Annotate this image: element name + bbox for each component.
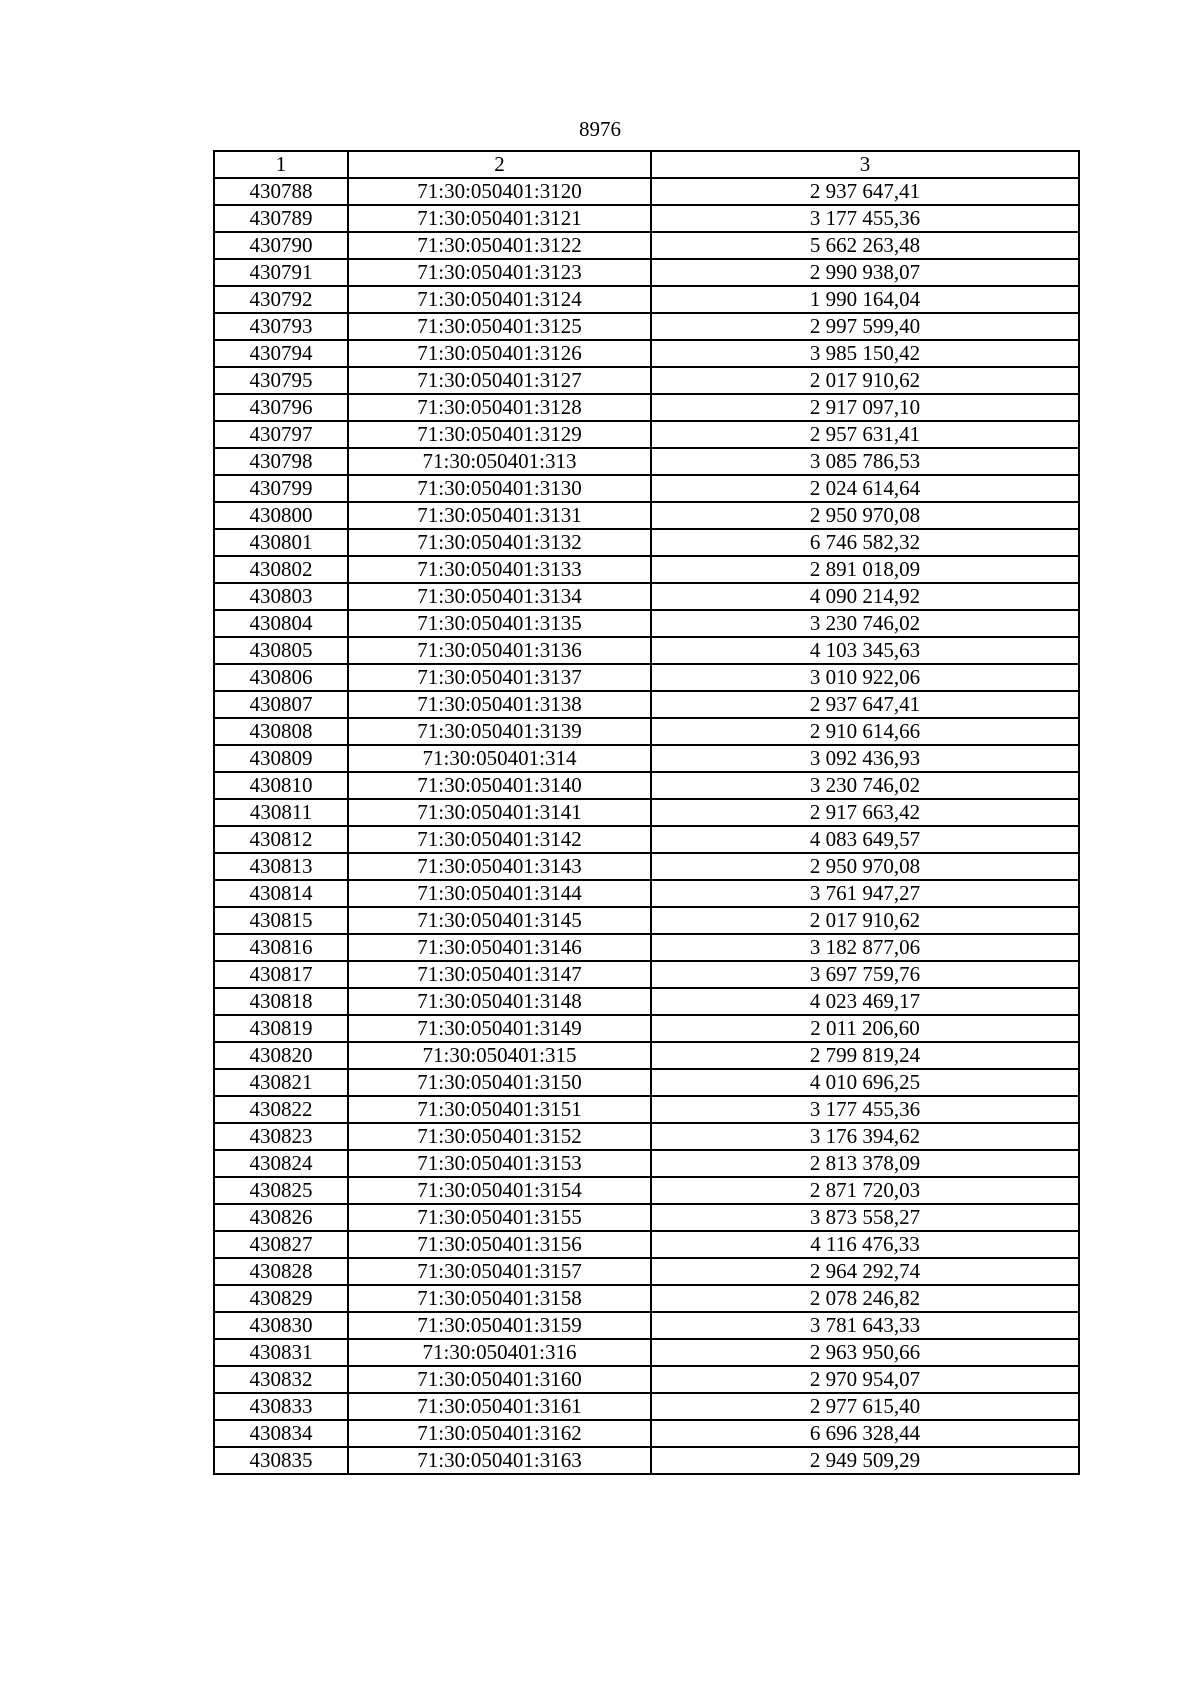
cadastral-value-cell: 2 871 720,03 (651, 1177, 1079, 1204)
cadastral-value-cell: 2 990 938,07 (651, 259, 1079, 286)
row-number-cell: 430810 (214, 772, 348, 799)
row-number-cell: 430817 (214, 961, 348, 988)
table-row (214, 1393, 1079, 1420)
row-number-cell: 430832 (214, 1366, 348, 1393)
table-row (214, 691, 1079, 718)
cadastral-value-cell: 2 078 246,82 (651, 1285, 1079, 1312)
table-header-row (214, 151, 1079, 178)
row-number-cell: 430831 (214, 1339, 348, 1366)
cadastral-value-cell: 2 950 970,08 (651, 853, 1079, 880)
table-row (214, 934, 1079, 961)
cadastral-number-cell: 71:30:050401:3157 (348, 1258, 651, 1285)
row-number-cell: 430813 (214, 853, 348, 880)
row-number-cell: 430792 (214, 286, 348, 313)
row-number-cell: 430799 (214, 475, 348, 502)
cadastral-number-cell: 71:30:050401:3129 (348, 421, 651, 448)
row-number-cell: 430794 (214, 340, 348, 367)
row-number-cell: 430802 (214, 556, 348, 583)
row-number-cell: 430828 (214, 1258, 348, 1285)
cadastral-number-cell: 71:30:050401:3128 (348, 394, 651, 421)
cadastral-value-cell: 3 085 786,53 (651, 448, 1079, 475)
table-row (214, 1285, 1079, 1312)
row-number-cell: 430788 (214, 178, 348, 205)
cadastral-value-cell: 4 090 214,92 (651, 583, 1079, 610)
cadastral-number-cell: 71:30:050401:3155 (348, 1204, 651, 1231)
cadastral-number-cell: 71:30:050401:3156 (348, 1231, 651, 1258)
row-number-cell: 430822 (214, 1096, 348, 1123)
cadastral-number-cell: 71:30:050401:3147 (348, 961, 651, 988)
cadastral-value-cell: 3 177 455,36 (651, 205, 1079, 232)
row-number-cell: 430818 (214, 988, 348, 1015)
cadastral-value-cell: 2 813 378,09 (651, 1150, 1079, 1177)
table-row (214, 1258, 1079, 1285)
cadastral-value-cell: 2 964 292,74 (651, 1258, 1079, 1285)
table-row (214, 286, 1079, 313)
table-row (214, 853, 1079, 880)
cadastral-value-cell: 2 917 663,42 (651, 799, 1079, 826)
cadastral-value-cell: 4 116 476,33 (651, 1231, 1079, 1258)
cadastral-number-cell: 71:30:050401:3131 (348, 502, 651, 529)
row-number-cell: 430811 (214, 799, 348, 826)
cadastral-number-cell: 71:30:050401:3125 (348, 313, 651, 340)
cadastral-value-cell: 2 963 950,66 (651, 1339, 1079, 1366)
cadastral-value-cell: 2 910 614,66 (651, 718, 1079, 745)
cadastral-number-cell: 71:30:050401:3144 (348, 880, 651, 907)
row-number-cell: 430824 (214, 1150, 348, 1177)
cadastral-number-cell: 71:30:050401:3123 (348, 259, 651, 286)
cadastral-value-cell: 3 176 394,62 (651, 1123, 1079, 1150)
cadastral-value-cell: 2 917 097,10 (651, 394, 1079, 421)
cadastral-value-cell: 3 230 746,02 (651, 610, 1079, 637)
cadastral-value-cell: 4 023 469,17 (651, 988, 1079, 1015)
cadastral-value-cell: 6 696 328,44 (651, 1420, 1079, 1447)
cadastral-number-cell: 71:30:050401:3121 (348, 205, 651, 232)
table-row (214, 907, 1079, 934)
row-number-cell: 430833 (214, 1393, 348, 1420)
table-row (214, 583, 1079, 610)
row-number-cell: 430791 (214, 259, 348, 286)
row-number-cell: 430825 (214, 1177, 348, 1204)
cadastral-value-cell: 2 957 631,41 (651, 421, 1079, 448)
table-body (214, 178, 1079, 1474)
cadastral-value-cell: 2 011 206,60 (651, 1015, 1079, 1042)
cadastral-value-table (213, 150, 1080, 1475)
cadastral-number-cell: 71:30:050401:3134 (348, 583, 651, 610)
table-row (214, 1015, 1079, 1042)
row-number-cell: 430821 (214, 1069, 348, 1096)
cadastral-value-cell: 3 182 877,06 (651, 934, 1079, 961)
cadastral-value-cell: 3 010 922,06 (651, 664, 1079, 691)
table-row (214, 610, 1079, 637)
cadastral-number-cell: 71:30:050401:3159 (348, 1312, 651, 1339)
table-row (214, 313, 1079, 340)
header-cell-2: 2 (348, 151, 651, 178)
cadastral-number-cell: 71:30:050401:3149 (348, 1015, 651, 1042)
row-number-cell: 430789 (214, 205, 348, 232)
cadastral-value-cell: 3 985 150,42 (651, 340, 1079, 367)
table-row (214, 988, 1079, 1015)
row-number-cell: 430816 (214, 934, 348, 961)
cadastral-number-cell: 71:30:050401:3143 (348, 853, 651, 880)
cadastral-number-cell: 71:30:050401:3126 (348, 340, 651, 367)
cadastral-value-cell: 6 746 582,32 (651, 529, 1079, 556)
row-number-cell: 430803 (214, 583, 348, 610)
cadastral-value-cell: 4 083 649,57 (651, 826, 1079, 853)
table-row (214, 205, 1079, 232)
row-number-cell: 430808 (214, 718, 348, 745)
cadastral-number-cell: 71:30:050401:3130 (348, 475, 651, 502)
cadastral-number-cell: 71:30:050401:3161 (348, 1393, 651, 1420)
cadastral-value-cell: 2 949 509,29 (651, 1447, 1079, 1474)
cadastral-number-cell: 71:30:050401:3154 (348, 1177, 651, 1204)
row-number-cell: 430829 (214, 1285, 348, 1312)
cadastral-value-cell: 2 024 614,64 (651, 475, 1079, 502)
cadastral-value-cell: 2 997 599,40 (651, 313, 1079, 340)
cadastral-number-cell: 71:30:050401:3140 (348, 772, 651, 799)
cadastral-value-cell: 3 873 558,27 (651, 1204, 1079, 1231)
cadastral-number-cell: 71:30:050401:314 (348, 745, 651, 772)
cadastral-value-cell: 3 092 436,93 (651, 745, 1079, 772)
table-row (214, 826, 1079, 853)
table-row (214, 1312, 1079, 1339)
table-row (214, 394, 1079, 421)
cadastral-value-cell: 5 662 263,48 (651, 232, 1079, 259)
table-row (214, 664, 1079, 691)
cadastral-number-cell: 71:30:050401:313 (348, 448, 651, 475)
table-row (214, 232, 1079, 259)
table-row (214, 475, 1079, 502)
row-number-cell: 430795 (214, 367, 348, 394)
table-row (214, 1447, 1079, 1474)
table-row (214, 1096, 1079, 1123)
table-row (214, 529, 1079, 556)
cadastral-number-cell: 71:30:050401:3151 (348, 1096, 651, 1123)
cadastral-number-cell: 71:30:050401:3132 (348, 529, 651, 556)
table-row (214, 448, 1079, 475)
table-row (214, 1204, 1079, 1231)
row-number-cell: 430790 (214, 232, 348, 259)
cadastral-number-cell: 71:30:050401:3136 (348, 637, 651, 664)
cadastral-number-cell: 71:30:050401:3127 (348, 367, 651, 394)
table-row (214, 1069, 1079, 1096)
cadastral-number-cell: 71:30:050401:3135 (348, 610, 651, 637)
table-row (214, 1339, 1079, 1366)
cadastral-number-cell: 71:30:050401:3141 (348, 799, 651, 826)
table-row (214, 421, 1079, 448)
cadastral-number-cell: 71:30:050401:3133 (348, 556, 651, 583)
table-row (214, 502, 1079, 529)
table-row (214, 637, 1079, 664)
cadastral-value-cell: 2 970 954,07 (651, 1366, 1079, 1393)
cadastral-number-cell: 71:30:050401:3162 (348, 1420, 651, 1447)
row-number-cell: 430815 (214, 907, 348, 934)
cadastral-value-cell: 3 177 455,36 (651, 1096, 1079, 1123)
table-row (214, 1123, 1079, 1150)
cadastral-number-cell: 71:30:050401:3124 (348, 286, 651, 313)
row-number-cell: 430835 (214, 1447, 348, 1474)
cadastral-number-cell: 71:30:050401:3139 (348, 718, 651, 745)
cadastral-number-cell: 71:30:050401:3145 (348, 907, 651, 934)
cadastral-number-cell: 71:30:050401:3152 (348, 1123, 651, 1150)
table-row (214, 1420, 1079, 1447)
row-number-cell: 430809 (214, 745, 348, 772)
row-number-cell: 430805 (214, 637, 348, 664)
row-number-cell: 430807 (214, 691, 348, 718)
table-row (214, 1042, 1079, 1069)
cadastral-number-cell: 71:30:050401:3146 (348, 934, 651, 961)
cadastral-number-cell: 71:30:050401:315 (348, 1042, 651, 1069)
cadastral-number-cell: 71:30:050401:3122 (348, 232, 651, 259)
table-row (214, 1366, 1079, 1393)
cadastral-value-cell: 4 103 345,63 (651, 637, 1079, 664)
row-number-cell: 430820 (214, 1042, 348, 1069)
row-number-cell: 430812 (214, 826, 348, 853)
cadastral-number-cell: 71:30:050401:3138 (348, 691, 651, 718)
row-number-cell: 430804 (214, 610, 348, 637)
table-row (214, 772, 1079, 799)
row-number-cell: 430823 (214, 1123, 348, 1150)
cadastral-value-cell: 2 977 615,40 (651, 1393, 1079, 1420)
cadastral-number-cell: 71:30:050401:316 (348, 1339, 651, 1366)
header-cell-1: 1 (214, 151, 348, 178)
cadastral-value-cell: 2 950 970,08 (651, 502, 1079, 529)
cadastral-value-cell: 2 937 647,41 (651, 178, 1079, 205)
cadastral-number-cell: 71:30:050401:3160 (348, 1366, 651, 1393)
row-number-cell: 430801 (214, 529, 348, 556)
table-row (214, 745, 1079, 772)
row-number-cell: 430806 (214, 664, 348, 691)
cadastral-number-cell: 71:30:050401:3137 (348, 664, 651, 691)
table-row (214, 1150, 1079, 1177)
row-number-cell: 430798 (214, 448, 348, 475)
row-number-cell: 430834 (214, 1420, 348, 1447)
row-number-cell: 430793 (214, 313, 348, 340)
cadastral-value-cell: 2 799 819,24 (651, 1042, 1079, 1069)
cadastral-value-cell: 1 990 164,04 (651, 286, 1079, 313)
table-row (214, 1231, 1079, 1258)
row-number-cell: 430827 (214, 1231, 348, 1258)
cadastral-value-cell: 3 781 643,33 (651, 1312, 1079, 1339)
cadastral-number-cell: 71:30:050401:3142 (348, 826, 651, 853)
table-row (214, 1177, 1079, 1204)
row-number-cell: 430796 (214, 394, 348, 421)
page-number: 8976 (579, 117, 621, 141)
cadastral-value-cell: 2 017 910,62 (651, 367, 1079, 394)
header-cell-3: 3 (651, 151, 1079, 178)
cadastral-number-cell: 71:30:050401:3153 (348, 1150, 651, 1177)
cadastral-value-cell: 2 891 018,09 (651, 556, 1079, 583)
cadastral-value-cell: 3 697 759,76 (651, 961, 1079, 988)
table-row (214, 556, 1079, 583)
table-row (214, 367, 1079, 394)
cadastral-value-cell: 3 761 947,27 (651, 880, 1079, 907)
table-row (214, 340, 1079, 367)
row-number-cell: 430797 (214, 421, 348, 448)
cadastral-value-cell: 2 937 647,41 (651, 691, 1079, 718)
cadastral-number-cell: 71:30:050401:3120 (348, 178, 651, 205)
row-number-cell: 430800 (214, 502, 348, 529)
table-row (214, 799, 1079, 826)
table-row (214, 178, 1079, 205)
cadastral-value-cell: 2 017 910,62 (651, 907, 1079, 934)
cadastral-value-cell: 4 010 696,25 (651, 1069, 1079, 1096)
row-number-cell: 430819 (214, 1015, 348, 1042)
table-row (214, 880, 1079, 907)
table-row (214, 718, 1079, 745)
table-row (214, 259, 1079, 286)
cadastral-number-cell: 71:30:050401:3148 (348, 988, 651, 1015)
cadastral-number-cell: 71:30:050401:3158 (348, 1285, 651, 1312)
row-number-cell: 430830 (214, 1312, 348, 1339)
cadastral-value-cell: 3 230 746,02 (651, 772, 1079, 799)
table-row (214, 961, 1079, 988)
cadastral-number-cell: 71:30:050401:3150 (348, 1069, 651, 1096)
cadastral-number-cell: 71:30:050401:3163 (348, 1447, 651, 1474)
row-number-cell: 430814 (214, 880, 348, 907)
row-number-cell: 430826 (214, 1204, 348, 1231)
